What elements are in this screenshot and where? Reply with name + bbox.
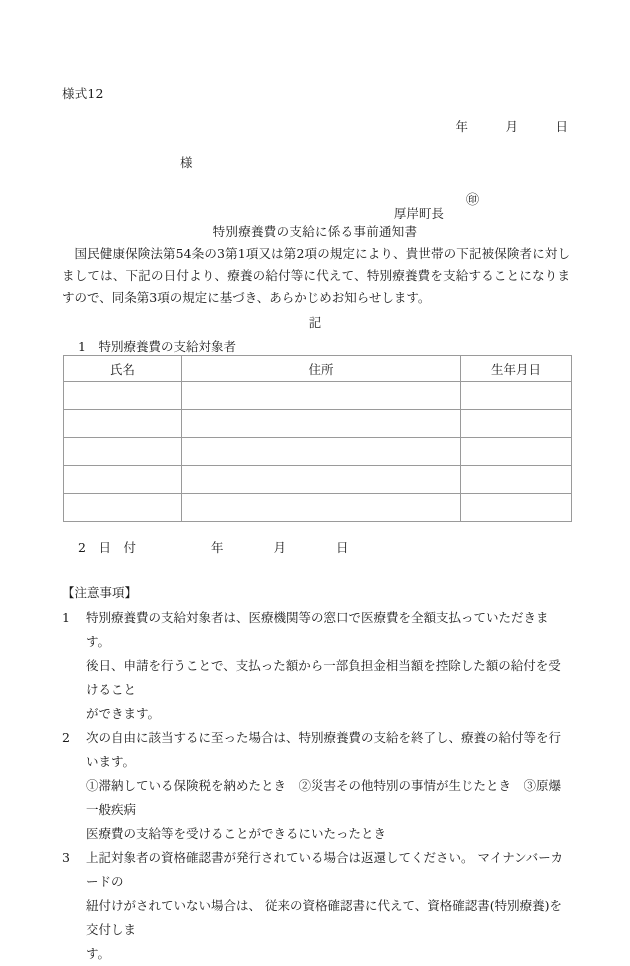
issuer-title: 厚岸町長 bbox=[393, 206, 444, 221]
cell-birthdate[interactable] bbox=[461, 494, 572, 522]
cell-name[interactable] bbox=[64, 438, 182, 466]
note-line: す。 bbox=[86, 946, 111, 961]
section-one-number: 1 bbox=[78, 339, 86, 354]
addressee-honorific: 様 bbox=[180, 155, 193, 170]
section-two-date-value: 年 月 日 bbox=[211, 540, 349, 555]
note-line: 特別療養費の支給対象者は、医療機関等の窓口で医療費を全額支払っていただきます。 bbox=[86, 610, 549, 649]
note-line: 後日、申請を行うことで、支払った額から一部負担金相当額を控除した額の給付を受けること bbox=[86, 658, 561, 697]
column-header-name: 氏名 bbox=[64, 356, 182, 382]
note-line: ①滞納している保険税を納めたとき ②災害その他特別の事情が生じたとき ③原爆一般疾病 bbox=[86, 778, 562, 817]
section-one-heading bbox=[78, 337, 236, 355]
note-line: ができます。 bbox=[86, 706, 161, 721]
cell-address[interactable] bbox=[182, 438, 461, 466]
section-one-label: 特別療養費の支給対象者 bbox=[98, 339, 236, 354]
section-two-label: 日 付 bbox=[98, 540, 136, 555]
section-two-row bbox=[78, 538, 349, 556]
cell-birthdate[interactable] bbox=[461, 466, 572, 494]
note-item bbox=[62, 726, 572, 846]
cell-name[interactable] bbox=[64, 382, 182, 410]
issue-date-line: 年 月 日 bbox=[455, 119, 568, 134]
table-row bbox=[64, 438, 572, 466]
table-header-row bbox=[64, 356, 572, 382]
note-number: 2 bbox=[62, 730, 70, 745]
cell-address[interactable] bbox=[182, 410, 461, 438]
column-header-birthdate: 生年月日 bbox=[461, 356, 572, 382]
section-two-number: 2 bbox=[78, 540, 86, 555]
table-row bbox=[64, 494, 572, 522]
cell-address[interactable] bbox=[182, 466, 461, 494]
table-row bbox=[64, 410, 572, 438]
cell-name[interactable] bbox=[64, 410, 182, 438]
notes-list bbox=[62, 606, 572, 966]
cell-name[interactable] bbox=[64, 466, 182, 494]
form-number: 様式12 bbox=[62, 86, 104, 101]
cell-address[interactable] bbox=[182, 382, 461, 410]
note-item bbox=[62, 846, 572, 966]
note-number: 3 bbox=[62, 850, 70, 865]
table-body bbox=[64, 382, 572, 522]
note-item bbox=[62, 606, 572, 726]
note-line: 次の自由に該当するに至った場合は、特別療養費の支給を終了し、療養の給付等を行います。 bbox=[86, 730, 562, 769]
table-row bbox=[64, 382, 572, 410]
recipient-table bbox=[63, 355, 572, 522]
document-title: 特別療養費の支給に係る事前通知書 bbox=[212, 224, 418, 239]
note-line: 上記対象者の資格確認書が発行されている場合は返還してください。 マイナンバーカードの bbox=[86, 850, 563, 889]
seal-icon: ㊞ bbox=[466, 193, 480, 208]
cell-address[interactable] bbox=[182, 494, 461, 522]
note-number: 1 bbox=[62, 610, 70, 625]
body-paragraph: 国民健康保険法第54条の3第1項又は第2項の規定により、貴世帯の下記被保険者に対しましては、下記の日付より、療養の給付等に代えて、特別療養費を支給することになりますので、同条第3項の規定に基づき、あらかじめお知らせします。 bbox=[62, 246, 570, 305]
cell-birthdate[interactable] bbox=[461, 438, 572, 466]
table-row bbox=[64, 466, 572, 494]
cell-birthdate[interactable] bbox=[461, 382, 572, 410]
cell-name[interactable] bbox=[64, 494, 182, 522]
ki-mark: 記 bbox=[308, 315, 322, 330]
column-header-address: 住所 bbox=[182, 356, 461, 382]
note-line: 紐付けがされていない場合は、 従来の資格確認書に代えて、資格確認書(特別療養)を交付しま bbox=[86, 898, 562, 937]
cell-birthdate[interactable] bbox=[461, 410, 572, 438]
notes-heading: 【注意事項】 bbox=[62, 585, 138, 600]
note-line: 医療費の支給等を受けることができるにいたったとき bbox=[86, 826, 387, 841]
